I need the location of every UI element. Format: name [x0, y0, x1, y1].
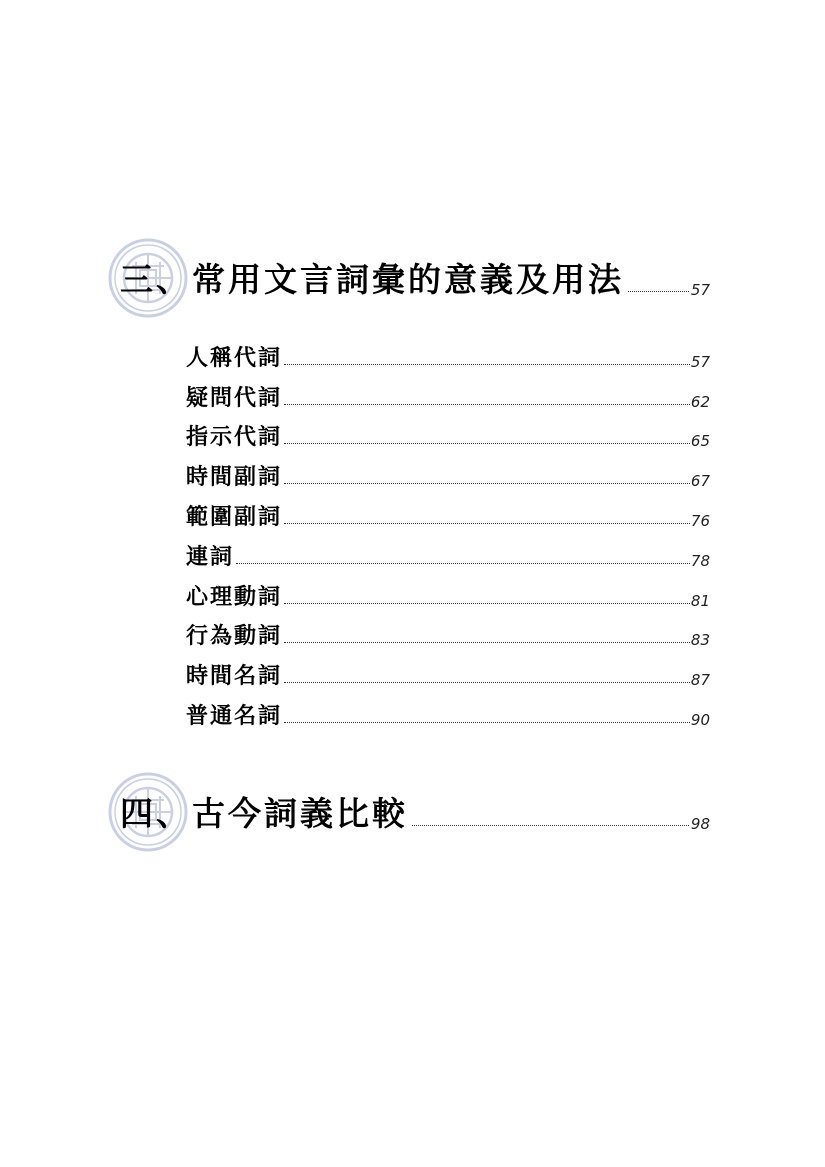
- entry-title: 人稱代詞: [186, 344, 283, 371]
- toc-entry[interactable]: [186, 372, 710, 412]
- dot-leader: [628, 291, 689, 292]
- toc-entry[interactable]: [186, 650, 710, 690]
- section-3-title: 三、常用文言詞彙的意義及用法: [120, 260, 624, 299]
- entry-page-number: 57: [690, 352, 710, 371]
- dot-leader: [284, 682, 690, 683]
- entry-page-number: 67: [690, 472, 710, 491]
- section-3-heading[interactable]: [108, 238, 710, 318]
- toc-entry[interactable]: [186, 690, 710, 730]
- entry-title: 連詞: [186, 543, 235, 570]
- entry-page-number: 83: [690, 631, 710, 650]
- section-3-page-number: 57: [690, 281, 710, 299]
- dot-leader: [284, 364, 690, 365]
- entry-title: 心理動詞: [186, 583, 283, 610]
- entry-page-number: 62: [690, 392, 710, 411]
- dot-leader: [284, 404, 690, 405]
- toc-entry[interactable]: [186, 611, 710, 651]
- section-4-page-number: 98: [690, 815, 710, 833]
- entry-title: 疑問代詞: [186, 384, 283, 411]
- dot-leader: [236, 563, 690, 564]
- toc-entry[interactable]: [186, 571, 710, 611]
- dot-leader: [284, 603, 690, 604]
- toc-entry[interactable]: [186, 491, 710, 531]
- toc-entry[interactable]: [186, 531, 710, 571]
- entry-page-number: 78: [690, 551, 710, 570]
- entry-title: 指示代詞: [186, 424, 283, 451]
- entry-title: 行為動詞: [186, 623, 283, 650]
- entry-title: 時間名詞: [186, 663, 283, 690]
- toc-section-3: [108, 238, 710, 318]
- section-3-entries: [186, 332, 710, 730]
- section-4-heading[interactable]: [108, 772, 710, 852]
- entry-title: 範圍副詞: [186, 503, 283, 530]
- dot-leader: [284, 443, 690, 444]
- dot-leader: [284, 642, 690, 643]
- toc-entry[interactable]: [186, 332, 710, 372]
- entry-page-number: 81: [690, 591, 710, 610]
- entry-page-number: 65: [690, 432, 710, 451]
- entry-title: 時間副詞: [186, 464, 283, 491]
- entry-page-number: 90: [690, 710, 710, 729]
- toc-section-4: [108, 772, 710, 852]
- toc-entry[interactable]: [186, 412, 710, 452]
- dot-leader: [412, 825, 689, 826]
- entry-page-number: 87: [690, 671, 710, 690]
- entry-title: 普通名詞: [186, 702, 283, 729]
- entry-page-number: 76: [690, 511, 710, 530]
- dot-leader: [284, 722, 690, 723]
- toc-entry[interactable]: [186, 451, 710, 491]
- dot-leader: [284, 523, 690, 524]
- dot-leader: [284, 483, 690, 484]
- section-4-title: 四、古今詞義比較: [120, 794, 408, 833]
